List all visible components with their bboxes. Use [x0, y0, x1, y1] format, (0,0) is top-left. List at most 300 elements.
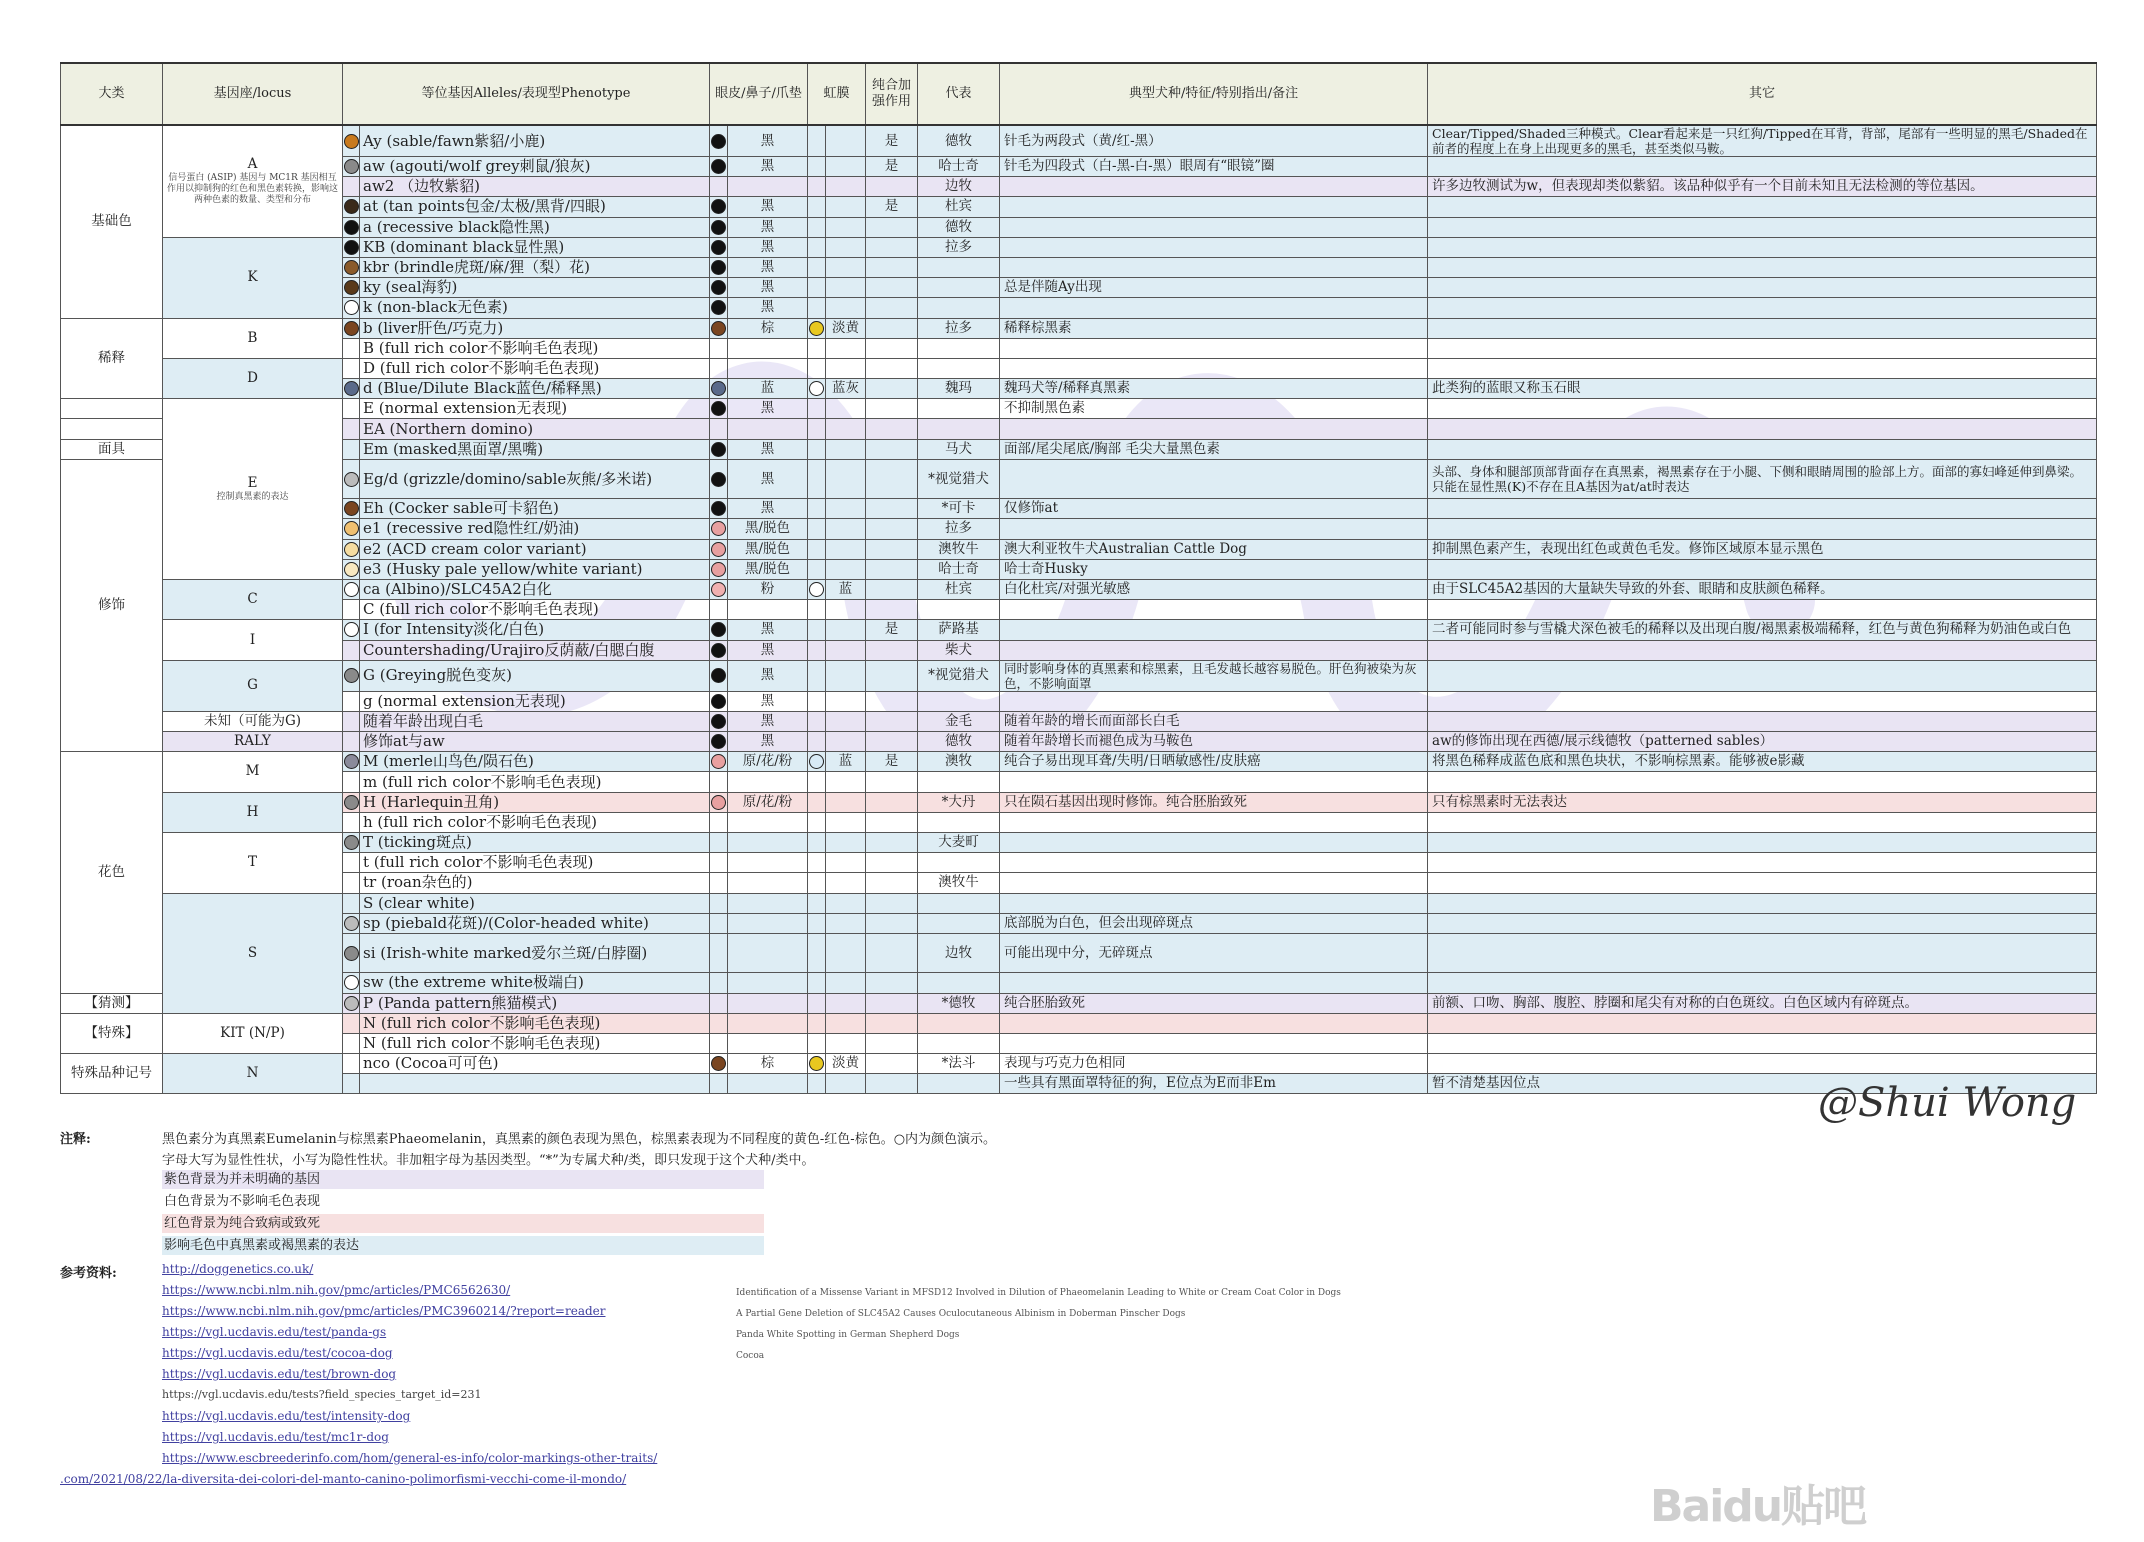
nose-text-cell: 黑 — [728, 640, 808, 660]
other-cell: 许多边牧测试为w，但表现却类似紫貂。该品种似乎有一个目前未知且无法检测的等位基因。 — [1428, 177, 2097, 197]
locus-name: K — [247, 269, 258, 286]
iris-color-dot — [809, 582, 824, 597]
representative-cell: 杜宾 — [918, 197, 1000, 217]
reference-title: Identification of a Missense Variant in MFSD12 Involved in Dilution of Phaeomelanin Leading to White or Cream Coat Color in Dogs — [736, 1288, 1341, 1298]
other-cell — [1428, 973, 2097, 993]
iris-cell — [808, 1013, 826, 1033]
table-row — [61, 792, 2097, 812]
allele-cell: D (full rich color不影响毛色表现) — [360, 358, 710, 378]
nose-cell — [710, 338, 728, 358]
iris-cell — [808, 278, 826, 298]
coat-cell — [343, 499, 360, 519]
homozygous-cell — [866, 1074, 918, 1094]
nose-cell — [710, 125, 728, 157]
table-row — [61, 459, 2097, 498]
legend-purple: 紫色背景为并未明确的基因 — [162, 1170, 764, 1189]
other-cell: 此类狗的蓝眼又称玉石眼 — [1428, 379, 2097, 399]
coat-cell — [343, 853, 360, 873]
allele-cell: a (recessive black隐性黑) — [360, 217, 710, 237]
table-row — [61, 379, 2097, 399]
coat-cell — [343, 732, 360, 752]
homozygous-cell — [866, 913, 918, 933]
iris-text-cell — [826, 1074, 866, 1094]
coat-cell — [343, 691, 360, 711]
nose-cell — [710, 993, 728, 1013]
representative-cell: *可卡 — [918, 499, 1000, 519]
notes-cell — [1000, 358, 1428, 378]
other-cell: 前额、口吻、胸部、腹腔、脖圈和尾尖有对称的白色斑纹。白色区域内有碎斑点。 — [1428, 993, 2097, 1013]
coat-color-dot — [344, 280, 359, 295]
nose-cell — [710, 358, 728, 378]
other-cell — [1428, 217, 2097, 237]
allele-cell: Eh (Cocker sable可卡貂色) — [360, 499, 710, 519]
nose-text-cell — [728, 338, 808, 358]
coat-cell — [343, 358, 360, 378]
coat-cell — [343, 752, 360, 772]
table-row — [61, 1033, 2097, 1053]
coat-color-dot — [344, 501, 359, 516]
coat-color-dot — [344, 582, 359, 597]
reference-link[interactable]: https://vgl.ucdavis.edu/tests?field_species_target_id=231 — [162, 1388, 482, 1401]
locus-name: D — [247, 370, 258, 387]
iris-text-cell — [826, 711, 866, 731]
iris-text-cell — [826, 237, 866, 257]
iris-text-cell — [826, 620, 866, 640]
representative-cell: 德牧 — [918, 125, 1000, 157]
allele-cell: I (for Intensity淡化/白色) — [360, 620, 710, 640]
coat-color-dot — [344, 472, 359, 487]
notes-cell — [1000, 419, 1428, 439]
category-cell: 【特殊】 — [61, 1013, 163, 1053]
notes-cell: 面部/尾尖尾底/胸部 毛尖大量黑色素 — [1000, 439, 1428, 459]
nose-cell — [710, 893, 728, 913]
other-cell: 头部、身体和腿部顶部背面存在真黑素，褐黑素存在于小腿、下侧和眼睛周围的脸部上方。面部的寡妇峰延伸到鼻梁。只能在显性黑(K)不存在且A基因为at/at时表达 — [1428, 459, 2097, 498]
nose-text-cell — [728, 993, 808, 1013]
reference-link[interactable]: https://vgl.ucdavis.edu/test/cocoa-dog — [162, 1346, 393, 1360]
iris-color-dot — [809, 321, 824, 336]
iris-cell — [808, 439, 826, 459]
representative-cell — [918, 600, 1000, 620]
iris-text-cell — [826, 993, 866, 1013]
iris-text-cell — [826, 973, 866, 993]
table-row — [61, 157, 2097, 177]
allele-cell: Countershading/Urajiro反荫蔽/白腮白腹 — [360, 640, 710, 660]
iris-text-cell — [826, 913, 866, 933]
nose-color-dot — [711, 280, 726, 295]
locus-cell — [163, 752, 343, 792]
locus-name: T — [247, 854, 257, 871]
table-row — [61, 519, 2097, 539]
homozygous-cell — [866, 439, 918, 459]
representative-cell — [918, 257, 1000, 277]
allele-cell: ca (Albino)/SLC45A2白化 — [360, 579, 710, 599]
nose-text-cell: 黑 — [728, 217, 808, 237]
notes-cell — [1000, 893, 1428, 913]
iris-text-cell — [826, 660, 866, 691]
reference-link[interactable]: https://vgl.ucdavis.edu/test/panda-gs — [162, 1325, 387, 1339]
reference-title: Panda White Spotting in German Shepherd Dogs — [736, 1330, 960, 1340]
representative-cell — [918, 853, 1000, 873]
representative-cell: *视觉猎犬 — [918, 459, 1000, 498]
coat-cell — [343, 933, 360, 972]
notes-cell: 一些具有黑面罩特征的狗，E位点为E而非Em — [1000, 1074, 1428, 1094]
notes-cell: 澳大利亚牧牛犬Australian Cattle Dog — [1000, 539, 1428, 559]
nose-text-cell: 黑 — [728, 620, 808, 640]
category-cell: 稀释 — [61, 318, 163, 399]
coat-cell — [343, 660, 360, 691]
other-cell — [1428, 1033, 2097, 1053]
homozygous-cell — [866, 579, 918, 599]
table-row — [61, 691, 2097, 711]
representative-cell — [918, 691, 1000, 711]
allele-cell: P (Panda pattern熊猫模式) — [360, 993, 710, 1013]
allele-cell — [360, 1074, 710, 1094]
iris-text-cell: 淡黄 — [826, 1054, 866, 1074]
allele-cell: 随着年龄出现白毛 — [360, 711, 710, 731]
iris-cell — [808, 833, 826, 853]
coat-cell — [343, 1074, 360, 1094]
homozygous-cell — [866, 933, 918, 972]
iris-cell — [808, 318, 826, 338]
locus-cell — [163, 732, 343, 752]
homozygous-cell — [866, 600, 918, 620]
category-cell: 基础色 — [61, 125, 163, 318]
locus-description: 信号蛋白 (ASIP) 基因与 MC1R 基因相互作用以抑制狗的红色和黑色素转换，影响这两种色素的数量、类型和分布 — [167, 173, 339, 206]
locus-name: RALY — [234, 733, 271, 750]
reference-link[interactable]: https://vgl.ucdavis.edu/test/intensity-dog — [162, 1409, 411, 1423]
locus-cell — [163, 125, 343, 237]
other-cell — [1428, 853, 2097, 873]
iris-text-cell — [826, 338, 866, 358]
nose-cell — [710, 278, 728, 298]
iris-text-cell: 淡黄 — [826, 318, 866, 338]
coat-cell — [343, 1054, 360, 1074]
coat-cell — [343, 893, 360, 913]
note-line-1: 黑色素分为真黑素Eumelanin与棕黑素Phaeomelanin，真黑素的颜色表现为黑色，棕黑素表现为不同程度的黄色-红色-棕色。○内为颜色演示。 — [162, 1132, 997, 1147]
table-row — [61, 640, 2097, 660]
iris-cell — [808, 873, 826, 893]
table-row — [61, 833, 2097, 853]
coat-cell — [343, 873, 360, 893]
nose-cell — [710, 973, 728, 993]
nose-color-dot — [711, 694, 726, 709]
col-representative: 代表 — [918, 63, 1000, 125]
iris-cell — [808, 379, 826, 399]
nose-text-cell: 粉 — [728, 579, 808, 599]
other-cell — [1428, 338, 2097, 358]
homozygous-cell — [866, 278, 918, 298]
other-cell — [1428, 873, 2097, 893]
iris-text-cell — [826, 419, 866, 439]
iris-cell — [808, 752, 826, 772]
table-row — [61, 873, 2097, 893]
references-label: 参考资料: — [60, 1266, 117, 1281]
allele-cell: tr (roan杂色的) — [360, 873, 710, 893]
representative-cell: 拉多 — [918, 237, 1000, 257]
coat-color-dot — [344, 946, 359, 961]
locus-name: S — [247, 944, 258, 961]
notes-cell: 纯合胚胎致死 — [1000, 993, 1428, 1013]
table-row — [61, 197, 2097, 217]
allele-cell: t (full rich color不影响毛色表现) — [360, 853, 710, 873]
table-row — [61, 125, 2097, 157]
nose-text-cell — [728, 873, 808, 893]
iris-cell — [808, 812, 826, 832]
nose-text-cell — [728, 1074, 808, 1094]
nose-text-cell — [728, 812, 808, 832]
nose-cell — [710, 792, 728, 812]
notes-cell: 纯合子易出现耳聋/失明/日晒敏感性/皮肤癌 — [1000, 752, 1428, 772]
iris-color-dot — [809, 381, 824, 396]
nose-text-cell: 黑/脱色 — [728, 559, 808, 579]
coat-cell — [343, 278, 360, 298]
homozygous-cell: 是 — [866, 157, 918, 177]
allele-cell: H (Harlequin丑角) — [360, 792, 710, 812]
table-row — [61, 853, 2097, 873]
coat-cell — [343, 812, 360, 832]
representative-cell: 拉多 — [918, 519, 1000, 539]
legend-red: 红色背景为纯合致病或致死 — [162, 1214, 764, 1233]
notes-cell: 可能出现中分，无碎斑点 — [1000, 933, 1428, 972]
coat-color-dot — [344, 795, 359, 810]
locus-cell — [163, 318, 343, 358]
nose-text-cell: 黑 — [728, 691, 808, 711]
iris-text-cell — [826, 732, 866, 752]
note-line-2: 字母大写为显性性状，小写为隐性性状。非加粗字母为基因类型。“*”为专属犬种/类，即只发现于这个犬种/类中。 — [162, 1153, 815, 1168]
nose-cell — [710, 197, 728, 217]
coat-color-dot — [344, 199, 359, 214]
allele-cell: nco (Cocoa可可色) — [360, 1054, 710, 1074]
allele-cell: Ay (sable/fawn紫貂/小鹿) — [360, 125, 710, 157]
nose-color-dot — [711, 795, 726, 810]
other-cell — [1428, 711, 2097, 731]
nose-cell — [710, 620, 728, 640]
iris-text-cell — [826, 600, 866, 620]
nose-cell — [710, 833, 728, 853]
allele-cell: S (clear white) — [360, 893, 710, 913]
iris-cell — [808, 1054, 826, 1074]
other-cell — [1428, 237, 2097, 257]
coat-color-gene-table — [60, 62, 2097, 1094]
other-cell — [1428, 257, 2097, 277]
coat-color-dot — [344, 975, 359, 990]
iris-text-cell — [826, 459, 866, 498]
allele-cell: aw (agouti/wolf grey刺鼠/狼灰) — [360, 157, 710, 177]
category-cell: 特殊品种记号 — [61, 1054, 163, 1094]
notes-cell: 不抑制黑色素 — [1000, 399, 1428, 419]
gene-table-sheet — [60, 62, 2096, 1094]
coat-color-dot — [344, 622, 359, 637]
coat-cell — [343, 338, 360, 358]
representative-cell: 边牧 — [918, 177, 1000, 197]
table-row — [61, 217, 2097, 237]
reference-link[interactable]: https://www.escbreederinfo.com/hom/general-es-info/color-markings-other-traits/ — [162, 1451, 658, 1465]
iris-text-cell — [826, 499, 866, 519]
notes-cell — [1000, 298, 1428, 318]
homozygous-cell — [866, 1013, 918, 1033]
nose-cell — [710, 732, 728, 752]
iris-cell — [808, 711, 826, 731]
nose-cell — [710, 853, 728, 873]
iris-cell — [808, 600, 826, 620]
homozygous-cell — [866, 792, 918, 812]
homozygous-cell — [866, 419, 918, 439]
coat-cell — [343, 539, 360, 559]
homozygous-cell — [866, 358, 918, 378]
nose-color-dot — [711, 562, 726, 577]
table-row — [61, 358, 2097, 378]
reference-link[interactable]: https://www.ncbi.nlm.nih.gov/pmc/articles/PMC3960214/?report=reader — [162, 1304, 606, 1318]
coat-cell — [343, 237, 360, 257]
iris-text-cell — [826, 399, 866, 419]
representative-cell — [918, 1033, 1000, 1053]
allele-cell: kbr (brindle虎斑/麻/狸（梨）花) — [360, 257, 710, 277]
iris-text-cell — [826, 1033, 866, 1053]
nose-cell — [710, 459, 728, 498]
iris-text-cell — [826, 833, 866, 853]
iris-text-cell — [826, 439, 866, 459]
reference-link[interactable]: http://doggenetics.co.uk/ — [162, 1262, 314, 1276]
iris-cell — [808, 792, 826, 812]
notes-cell: 底部脱为白色，但会出现碎斑点 — [1000, 913, 1428, 933]
notes-cell: 随着年龄增长而褪色成为马鞍色 — [1000, 732, 1428, 752]
notes-cell: 表现与巧克力色相同 — [1000, 1054, 1428, 1074]
allele-cell: B (full rich color不影响毛色表现) — [360, 338, 710, 358]
iris-cell — [808, 772, 826, 792]
table-row — [61, 499, 2097, 519]
representative-cell: 金毛 — [918, 711, 1000, 731]
nose-cell — [710, 913, 728, 933]
allele-cell: m (full rich color不影响毛色表现) — [360, 772, 710, 792]
nose-color-dot — [711, 300, 726, 315]
nose-text-cell: 黑 — [728, 660, 808, 691]
other-cell — [1428, 772, 2097, 792]
iris-cell — [808, 257, 826, 277]
representative-cell — [918, 338, 1000, 358]
homozygous-cell — [866, 973, 918, 993]
homozygous-cell — [866, 257, 918, 277]
iris-text-cell — [826, 197, 866, 217]
other-cell: 由于SLC45A2基因的大量缺失导致的外套、眼睛和皮肤颜色稀释。 — [1428, 579, 2097, 599]
coat-cell — [343, 157, 360, 177]
locus-cell — [163, 399, 343, 580]
iris-cell — [808, 338, 826, 358]
col-iris: 虹膜 — [808, 63, 866, 125]
nose-text-cell: 黑 — [728, 298, 808, 318]
coat-cell — [343, 973, 360, 993]
allele-cell: Eg/d (grizzle/domino/sable灰熊/多米诺) — [360, 459, 710, 498]
category-cell: 【猜测】 — [61, 993, 163, 1013]
representative-cell — [918, 893, 1000, 913]
locus-cell — [163, 579, 343, 619]
table-row — [61, 439, 2097, 459]
representative-cell: 澳牧 — [918, 752, 1000, 772]
notes-label: 注释: — [60, 1132, 91, 1147]
iris-cell — [808, 1033, 826, 1053]
notes-cell — [1000, 600, 1428, 620]
nose-text-cell: 棕 — [728, 1054, 808, 1074]
allele-cell: ky (seal海豹) — [360, 278, 710, 298]
nose-cell — [710, 217, 728, 237]
nose-text-cell: 黑/脱色 — [728, 539, 808, 559]
iris-cell — [808, 399, 826, 419]
representative-cell — [918, 812, 1000, 832]
nose-color-dot — [711, 668, 726, 683]
nose-color-dot — [711, 240, 726, 255]
other-cell — [1428, 913, 2097, 933]
nose-cell — [710, 691, 728, 711]
category-cell: 花色 — [61, 752, 163, 993]
category-cell: 面具 — [61, 439, 163, 459]
nose-text-cell — [728, 177, 808, 197]
locus-cell — [163, 358, 343, 398]
table-row — [61, 993, 2097, 1013]
representative-cell: 澳牧牛 — [918, 539, 1000, 559]
allele-cell: E (normal extension无表现) — [360, 399, 710, 419]
nose-cell — [710, 519, 728, 539]
locus-cell — [163, 833, 343, 894]
allele-cell: si (Irish-white marked爱尔兰斑/白脖圈) — [360, 933, 710, 972]
coat-color-dot — [344, 996, 359, 1011]
table-row — [61, 1074, 2097, 1094]
representative-cell: 柴犬 — [918, 640, 1000, 660]
notes-cell — [1000, 519, 1428, 539]
col-nose: 眼皮/鼻子/爪垫 — [710, 63, 808, 125]
locus-cell — [163, 237, 343, 318]
notes-cell — [1000, 833, 1428, 853]
nose-text-cell: 原/花/粉 — [728, 752, 808, 772]
homozygous-cell — [866, 993, 918, 1013]
allele-cell: M (merle山鸟色/陨石色) — [360, 752, 710, 772]
representative-cell: 马犬 — [918, 439, 1000, 459]
nose-text-cell: 黑 — [728, 711, 808, 731]
coat-color-dot — [344, 240, 359, 255]
nose-cell — [710, 539, 728, 559]
nose-text-cell — [728, 933, 808, 972]
table-row — [61, 419, 2097, 439]
other-cell: 抑制黑色素产生，表现出红色或黄色毛发。修饰区域原本显示黑色 — [1428, 539, 2097, 559]
reference-link[interactable]: https://www.ncbi.nlm.nih.gov/pmc/articles/PMC6562630/ — [162, 1283, 511, 1297]
notes-cell — [1000, 257, 1428, 277]
locus-name: H — [246, 803, 259, 820]
nose-cell — [710, 298, 728, 318]
notes-cell — [1000, 1013, 1428, 1033]
locus-name: KIT (N/P) — [220, 1024, 285, 1041]
homozygous-cell — [866, 772, 918, 792]
nose-text-cell: 黑 — [728, 459, 808, 498]
nose-text-cell: 黑 — [728, 499, 808, 519]
representative-cell: *大丹 — [918, 792, 1000, 812]
locus-name: A — [247, 156, 258, 173]
nose-text-cell: 黑 — [728, 732, 808, 752]
col-locus: 基因座/locus — [163, 63, 343, 125]
locus-name: I — [249, 631, 256, 648]
reference-title: Cocoa — [736, 1351, 765, 1361]
iris-cell — [808, 125, 826, 157]
locus-name: 未知（可能为G) — [203, 712, 302, 729]
nose-cell — [710, 1054, 728, 1074]
representative-cell — [918, 1074, 1000, 1094]
iris-cell — [808, 559, 826, 579]
reference-link[interactable]: .com/2021/08/22/la-diversita-dei-colori-del-manto-canino-polimorfismi-vecchi-come-il-mondo/ — [60, 1472, 627, 1486]
coat-cell — [343, 640, 360, 660]
notes-cell: 针毛为四段式（白-黑-白-黑）眼周有“眼镜”圈 — [1000, 157, 1428, 177]
reference-link[interactable]: https://vgl.ucdavis.edu/test/brown-dog — [162, 1367, 397, 1381]
table-row — [61, 732, 2097, 752]
iris-text-cell — [826, 792, 866, 812]
homozygous-cell — [866, 177, 918, 197]
reference-link[interactable]: https://vgl.ucdavis.edu/test/mc1r-dog — [162, 1430, 389, 1444]
